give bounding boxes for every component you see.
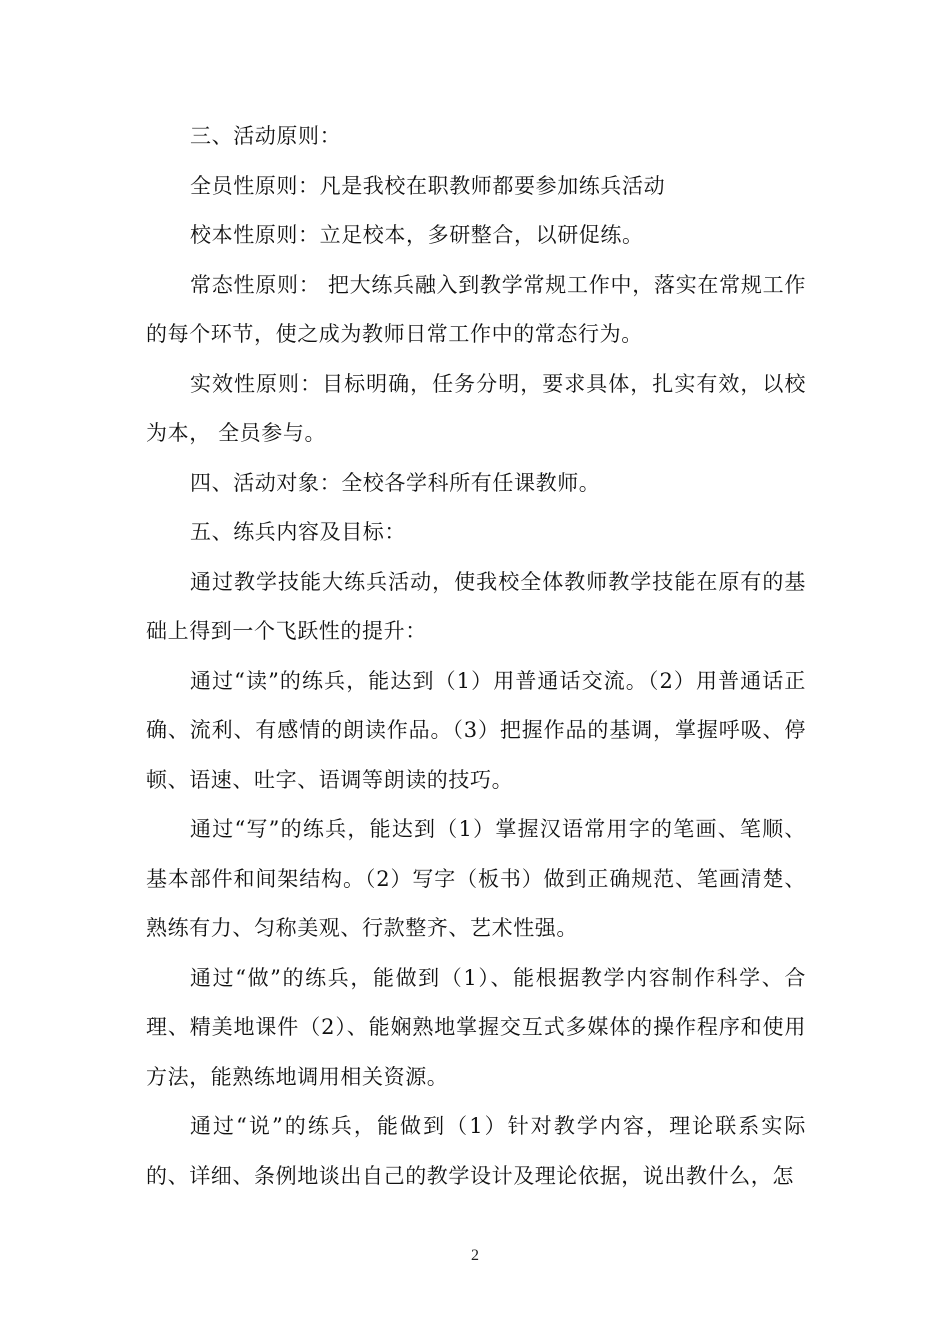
paragraph-universality-principle: 全员性原则：凡是我校在职教师都要参加练兵活动: [190, 173, 666, 198]
paragraph-speaking-training: 通过“说”的练兵，能做到（1）针对教学内容，理论联系实际的、详细、条例地谈出自己的教学设计及理论依据，说出教什么，怎: [146, 1114, 806, 1188]
section-heading-content-goals: 五、练兵内容及目标：: [190, 520, 406, 544]
section-heading-participants: 四、活动对象：全校各学科所有任课教师。: [190, 470, 601, 495]
paragraph-writing-training: 通过“写”的练兵，能达到（1）掌握汉语常用字的笔画、笔顺、基本部件和间架结构。（2）写字（板书）做到正确规范、笔画清楚、熟练有力、匀称美观、行款整齐、艺术性强。: [146, 817, 806, 940]
paragraph-school-based-principle: 校本性原则：立足校本，多研整合，以研促练。: [190, 223, 644, 247]
paragraph-reading-training: 通过“读”的练兵，能达到（1）用普通话交流。（2）用普通话正确、流利、有感情的朗读作品。（3）把握作品的基调，掌握呼吸、停顿、语速、吐字、语调等朗读的技巧。: [146, 668, 806, 792]
paragraph-effectiveness-principle: 实效性原则：目标明确，任务分明，要求具体，扎实有效，以校为本， 全员参与。: [146, 371, 806, 445]
document-body: [146, 112, 806, 1201]
paragraph-overall-goal: 通过教学技能大练兵活动，使我校全体教师教学技能在原有的基础上得到一个飞跃性的提升：: [146, 569, 806, 643]
paragraph-making-training: 通过“做”的练兵，能做到（1）、能根据教学内容制作科学、合理、精美地课件（2）、能娴熟地掌握交互式多媒体的操作程序和使用方法，能熟练地调用相关资源。: [146, 965, 806, 1089]
section-heading-principles: 三、活动原则：: [190, 124, 342, 148]
paragraph-normalization-principle: 常态性原则： 把大练兵融入到教学常规工作中，落实在常规工作的每个环节，使之成为教师日常工作中的常态行为。: [146, 272, 806, 346]
page-number: 2: [471, 1247, 479, 1264]
